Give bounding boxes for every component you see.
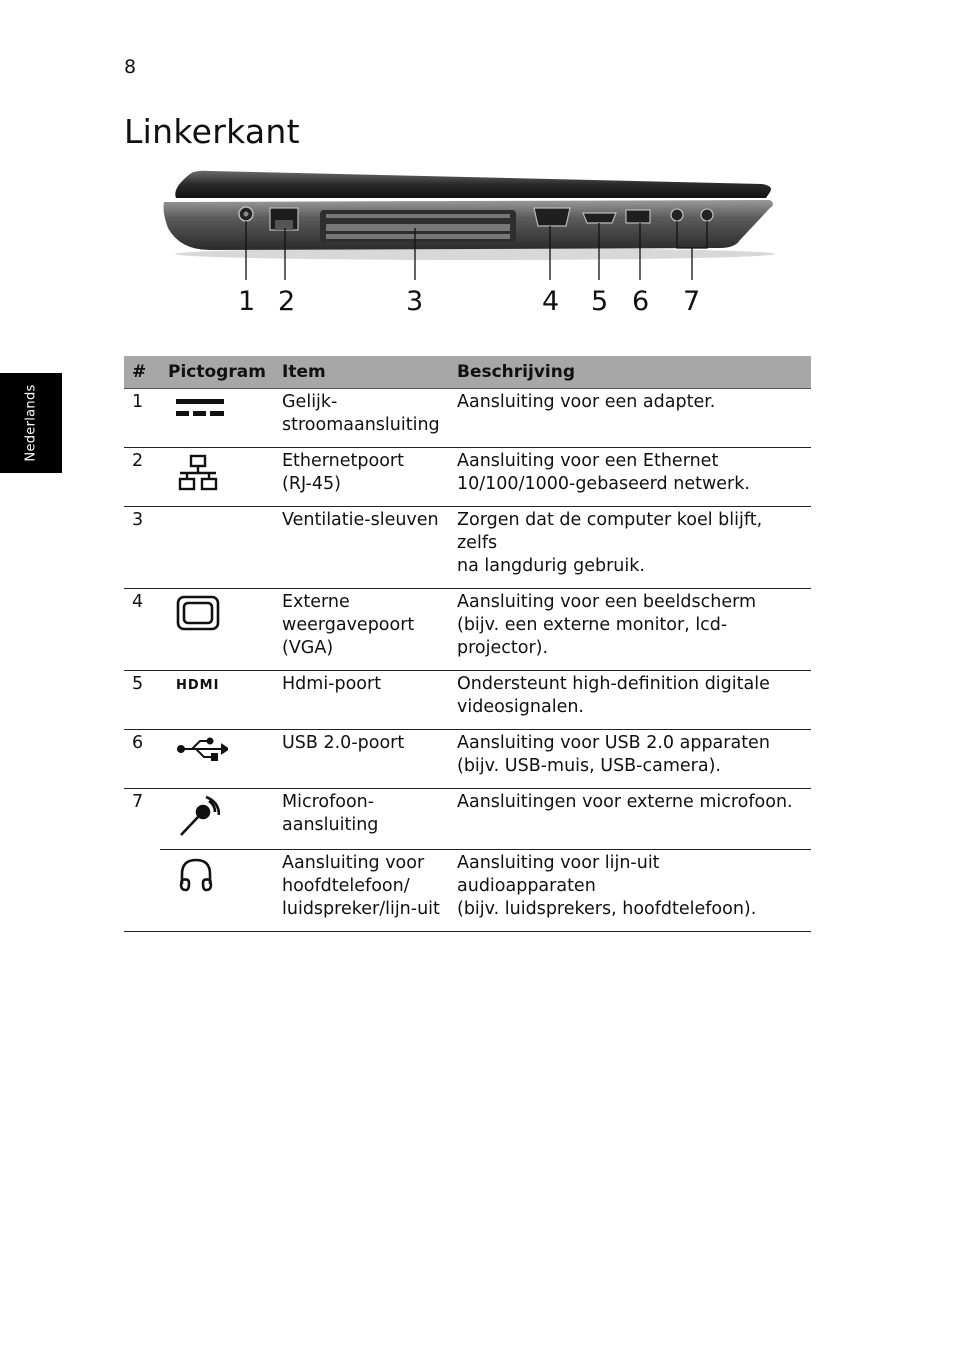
page-title: Linkerkant	[124, 112, 300, 151]
callout-5: 5	[591, 286, 609, 317]
row-pictogram	[160, 671, 274, 730]
microphone-icon	[168, 795, 266, 839]
row-number: 5	[132, 674, 144, 694]
row-pictogram	[160, 589, 274, 671]
row-number	[124, 850, 160, 932]
ethernet-network-icon	[168, 454, 266, 492]
row-item: Hdmi-poort	[282, 674, 382, 694]
side-tab-label: Nederlands	[23, 384, 39, 462]
row-description: Aansluiting voor USB 2.0 apparaten (bijv. USB-muis, USB-camera).	[457, 733, 770, 776]
ports-table	[124, 356, 811, 932]
row-item: Microfoon- aansluiting	[282, 792, 379, 835]
callout-4: 4	[542, 286, 560, 317]
row-item: Externe weergavepoort (VGA)	[282, 592, 415, 658]
row-pictogram	[160, 507, 274, 589]
callout-6: 6	[632, 286, 650, 317]
row-pictogram	[160, 850, 274, 932]
header-description: Beschrijving	[449, 356, 811, 389]
header-number: #	[124, 356, 160, 389]
row-number: 7	[124, 789, 160, 850]
page-number: 8	[124, 56, 137, 78]
row-number: 1	[132, 392, 144, 412]
table-row	[124, 730, 811, 789]
callout-2: 2	[278, 286, 296, 317]
row-number: 4	[132, 592, 144, 612]
row-description: Aansluiting voor een adapter.	[457, 392, 716, 412]
headphones-icon	[168, 856, 266, 894]
table-row	[124, 448, 811, 507]
svg-text:HDMI: HDMI	[176, 678, 220, 691]
row-description: Ondersteunt high-definition digitale videosignalen.	[457, 674, 770, 717]
callout-7: 7	[683, 286, 701, 317]
row-description: Aansluitingen voor externe microfoon.	[457, 792, 793, 812]
row-number: 6	[132, 733, 144, 753]
row-item: Aansluiting voor hoofdtelefoon/ luidspreker/lijn-uit	[282, 853, 440, 919]
table-row	[124, 789, 811, 850]
row-pictogram	[160, 448, 274, 507]
row-description: Aansluiting voor een Ethernet 10/100/1000-gebaseerd netwerk.	[457, 451, 750, 494]
row-description: Aansluiting voor een beeldscherm (bijv. een externe monitor, lcd- projector).	[457, 592, 757, 658]
row-pictogram	[160, 389, 274, 448]
laptop-left-side-illustration	[150, 168, 790, 328]
row-description: Zorgen dat de computer koel blijft, zelfs na langdurig gebruik.	[457, 510, 763, 576]
table-row	[124, 589, 811, 671]
row-item: USB 2.0-poort	[282, 733, 405, 753]
row-pictogram	[160, 789, 274, 850]
header-item: Item	[274, 356, 449, 389]
language-side-tab	[0, 373, 62, 473]
row-item: Ethernetpoort (RJ-45)	[282, 451, 404, 494]
header-pictogram: Pictogram	[160, 356, 274, 389]
callout-1: 1	[238, 286, 256, 317]
table-row	[124, 850, 811, 932]
row-number: 3	[132, 510, 144, 530]
table-row	[124, 389, 811, 448]
table-header-row	[124, 356, 811, 389]
table-row	[124, 507, 811, 589]
vga-monitor-icon	[168, 595, 266, 631]
row-number: 2	[132, 451, 144, 471]
dc-power-icon	[168, 395, 266, 421]
row-description: Aansluiting voor lijn-uit audioapparaten (bijv. luidsprekers, hoofdtelefoon).	[457, 853, 757, 919]
hdmi-icon	[168, 677, 266, 691]
row-pictogram	[160, 730, 274, 789]
row-item: Gelijk- stroomaansluiting	[282, 392, 440, 435]
usb-icon	[168, 736, 266, 762]
callout-3: 3	[406, 286, 424, 317]
row-item: Ventilatie-sleuven	[282, 510, 439, 530]
table-row	[124, 671, 811, 730]
